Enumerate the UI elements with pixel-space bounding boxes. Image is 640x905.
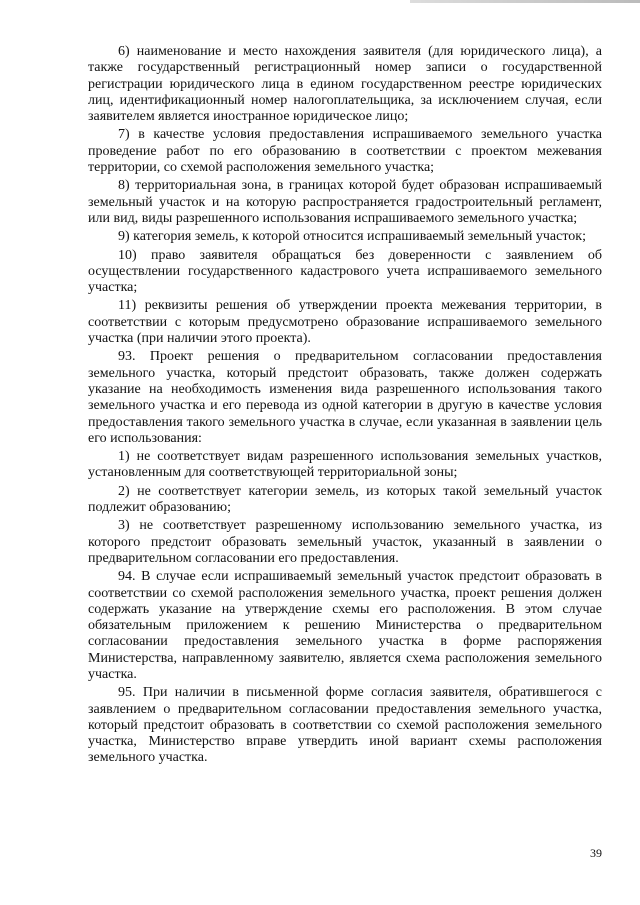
paragraph-item-10: 10) право заявителя обращаться без доверенности с заявлением об осуществлении государственного кадастрового учета испрашиваемого земельного участка; — [88, 247, 602, 296]
paragraph-item-9: 9) категория земель, к которой относится испрашиваемый земельный участок; — [118, 229, 586, 245]
scan-edge-mark — [410, 0, 640, 3]
document-body — [88, 44, 602, 769]
paragraph-item-7: 7) в качестве условия предоставления испрашиваемого земельного участка проведение работ по его образованию в соответствии с проектом межевания территории, со схемой расположения земельного участка; — [88, 127, 602, 176]
paragraph-subitem-1: 1) не соответствует видам разрешенного использования земельных участков, установленным для соответствующей территориальной зоны; — [88, 449, 602, 481]
paragraph-item-8: 8) территориальная зона, в границах которой будет образован испрашиваемый земельный участок и на которую распространяется градостроительный регламент, или вид, виды разрешенного использования испрашиваемого земельного участка; — [88, 178, 602, 226]
paragraph-subitem-2: 2) не соответствует категории земель, из которых такой земельный участок подлежит образованию; — [88, 483, 602, 516]
paragraph-section-93: 93. Проект решения о предварительном согласовании предоставления земельного участка, который предстоит образовать, также должен содержать указание на необходимость изменения вида разрешенного использования такого земельного участка и его перевода из одной категории в другую в качестве условия предоставления такого земельного участка в случае, если указанная в заявлении цель его использования: — [88, 349, 602, 446]
paragraph-item-11: 11) реквизиты решения об утверждении проекта межевания территории, в соответствии с которым предусмотрено образование испрашиваемого земельного участка (при наличии этого проекта). — [88, 298, 602, 347]
paragraph-section-95: 95. При наличии в письменной форме согласия заявителя, обратившегося с заявлением о предварительном согласовании предоставления земельного участка, который предстоит образовать в соответствии со схемой расположения земельного участка, Министерство вправе утвердить иной вариант схемы расположения земельного участка. — [88, 685, 602, 766]
paragraph-section-94: 94. В случае если испрашиваемый земельный участок предстоит образовать в соответствии со схемой расположения земельного участка, проект решения должен содержать указание на утверждение схемы его расположения. В этом случае обязательным приложением к решению Министерства о предварительном согласовании предоставления земельного участка в форме распоряжения Министерства, направленному заявителю, является схема расположения земельного участка. — [88, 569, 602, 682]
paragraph-subitem-3: 3) не соответствует разрешенному использованию земельного участка, из которого предстоит образовать земельный участок, указанный в заявлении о предварительном согласовании его предоставления. — [88, 518, 602, 566]
page-number: 39 — [590, 846, 602, 860]
paragraph-item-6: 6) наименование и место нахождения заявителя (для юридического лица), а также государственный регистрационный номер записи о государственной регистрации юридического лица в едином государственном реестре юридических лиц, идентификационный номер налогоплательщика, за исключением случая, если заявителем является иностранное юридическое лицо; — [88, 44, 602, 125]
